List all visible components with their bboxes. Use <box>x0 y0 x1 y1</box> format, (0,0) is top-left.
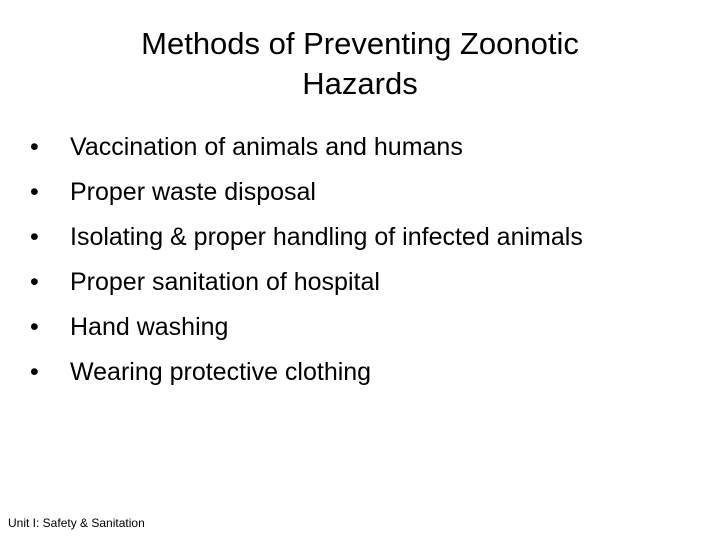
bullet-item-waste-disposal <box>24 177 664 207</box>
bullet-text: Hand washing <box>70 313 229 341</box>
bullet-dot-icon: • <box>30 133 39 161</box>
slide-title-line-2: Hazards <box>302 66 418 101</box>
bullet-text: Vaccination of animals and humans <box>70 133 463 161</box>
slide-footer: Unit I: Safety & Sanitation <box>8 516 145 530</box>
bullet-dot-icon: • <box>30 313 39 341</box>
bullet-dot-icon: • <box>30 178 39 206</box>
bullet-text: Isolating & proper handling of infected animals <box>70 223 583 251</box>
bullet-text: Proper waste disposal <box>70 178 316 206</box>
bullet-dot-icon: • <box>30 358 39 386</box>
bullet-item-protective-clothing <box>24 357 664 387</box>
bullet-dot-icon: • <box>30 268 39 296</box>
bullet-item-hospital-sanitation <box>24 267 664 297</box>
bullet-text: Proper sanitation of hospital <box>70 268 380 296</box>
bullet-item-vaccination <box>24 132 664 162</box>
slide-title-line-1: Methods of Preventing Zoonotic <box>141 26 579 61</box>
bullet-item-isolation <box>24 222 664 252</box>
bullet-list <box>24 132 664 402</box>
bullet-item-hand-washing <box>24 312 664 342</box>
bullet-dot-icon: • <box>30 223 39 251</box>
slide-title <box>0 24 720 104</box>
bullet-text: Wearing protective clothing <box>70 358 372 386</box>
